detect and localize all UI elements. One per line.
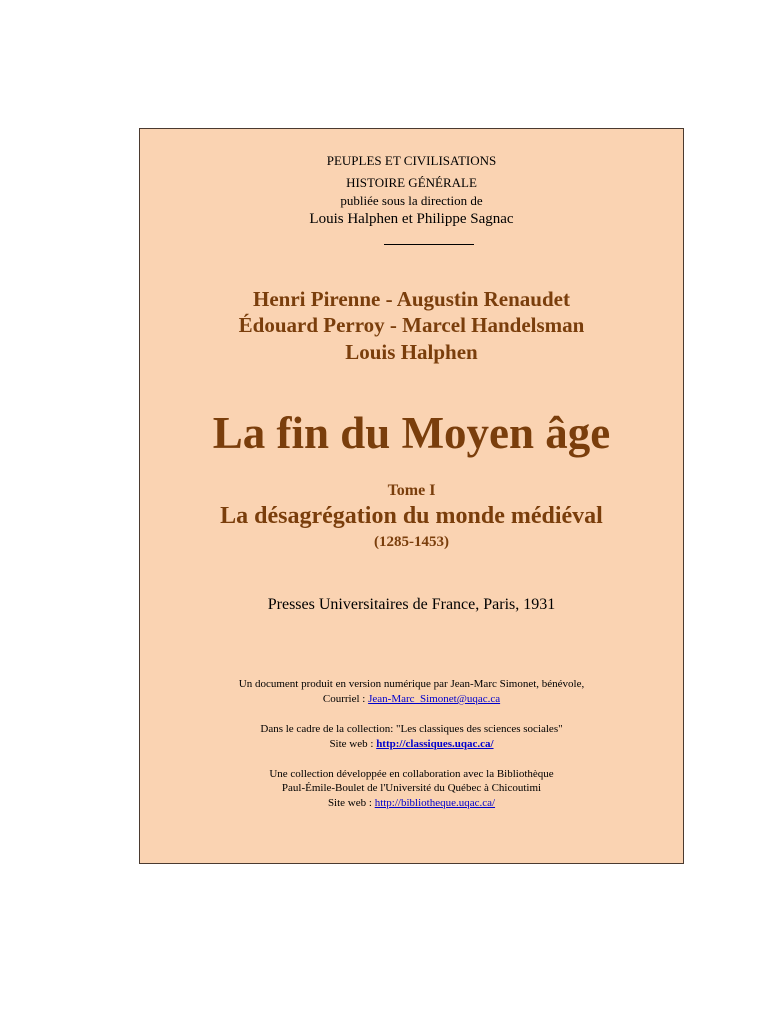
produced-by-line: Un document produit en version numérique par Jean-Marc Simonet, bénévole, [238,678,585,690]
collaboration-line-1: Une collection développée en collaboration avec la Bibliothèque [269,768,554,780]
collaboration-line-2: Paul-Émile-Boulet de l'Université du Québec à Chicoutimi [281,782,542,794]
publisher-line: Presses Universitaires de France, Paris, 1931 [267,596,556,613]
period-dates: (1285-1453) [374,534,449,550]
authors-line-2: Édouard Perroy - Marcel Handelsman [238,313,585,337]
classiques-site-link[interactable]: http://classiques.uqac.ca/ [376,738,494,750]
authors-line-3: Louis Halphen [345,340,478,364]
book-cover-page [139,128,684,864]
collection-line: Dans le cadre de la collection: "Les classiques des sciences sociales" [260,723,563,735]
series-directors: Louis Halphen et Philippe Sagnac [309,211,514,227]
email-label: Courriel : [322,693,369,705]
site-label-2: Site web : [327,797,375,809]
series-name: PEUPLES ET CIVILISATIONS [326,153,497,168]
book-title: La fin du Moyen âge [212,408,611,458]
site-line-2 [140,797,683,809]
series-subtitle: HISTOIRE GÉNÉRALE [346,175,477,190]
site-label-1: Site web : [329,738,377,750]
bibliotheque-site-link[interactable]: http://bibliotheque.uqac.ca/ [374,797,496,809]
volume-subtitle: La désagrégation du monde médiéval [220,503,603,529]
site-line-1 [140,738,683,750]
email-link[interactable]: Jean-Marc_Simonet@uqac.ca [368,693,501,705]
direction-label: publiée sous la direction de [340,193,483,208]
authors-line-1: Henri Pirenne - Augustin Renaudet [253,287,570,311]
volume-label: Tome I [387,482,436,499]
email-line [140,693,683,705]
separator-rule [384,244,474,245]
